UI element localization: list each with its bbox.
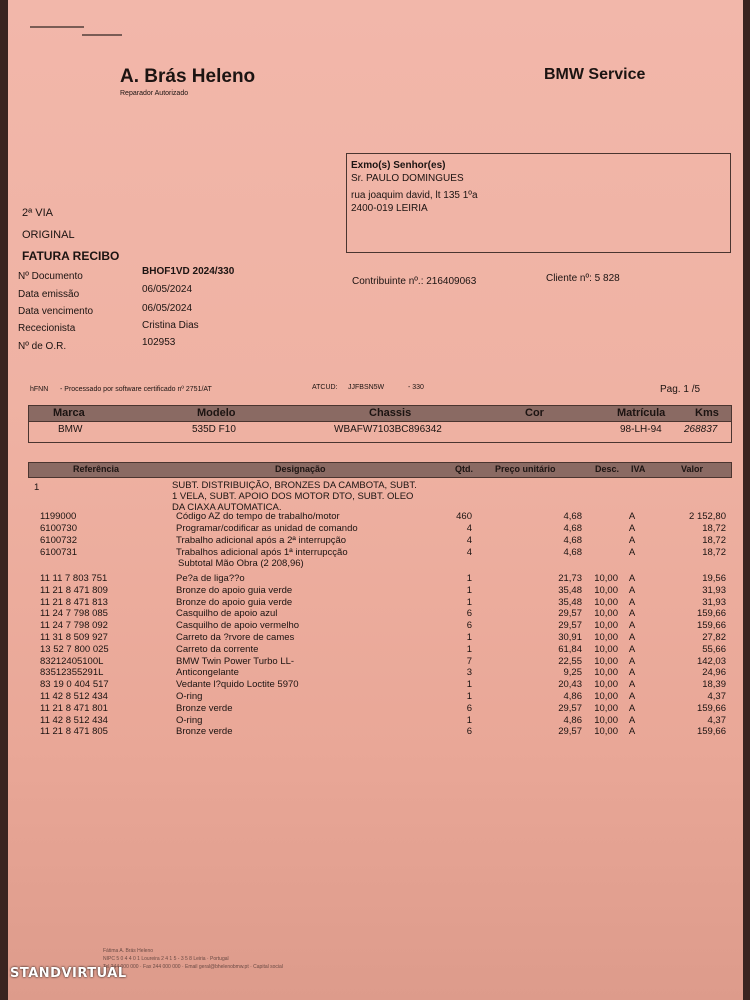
item-quantity: 3 <box>466 667 472 679</box>
item-iva: A <box>628 702 636 714</box>
item-description: Bronze verde <box>176 726 233 738</box>
item-iva: A <box>628 691 636 702</box>
item-iva: A <box>628 584 636 596</box>
item-quantity: 1 <box>466 584 472 596</box>
section-desc-line3: DA CIAXA AUTOMATICA. <box>172 502 282 513</box>
item-ref: 6100732 <box>40 535 77 546</box>
issue-date-label: Data emissão <box>18 289 80 300</box>
section-number: 1 <box>34 482 40 493</box>
items-header <box>28 462 732 478</box>
item-discount: 10,00 <box>594 679 618 691</box>
vehicle-modelo: 535D F10 <box>192 424 236 435</box>
item-ref: 6100730 <box>40 523 77 534</box>
item-description: O-ring <box>176 691 203 702</box>
issue-date-value: 06/05/2024 <box>142 284 193 295</box>
item-iva: A <box>628 667 636 679</box>
item-unit-price: 30,91 <box>558 632 582 643</box>
items-header-desc: Designação <box>275 464 326 474</box>
item-unit-price: 20,43 <box>558 679 582 691</box>
recipient-name: Sr. PAULO DOMINGUES <box>351 173 464 184</box>
item-description: Anticongelante <box>176 667 239 679</box>
section-desc-line1: SUBT. DISTRIBUIÇÃO, BRONZES DA CAMBOTA, SUBT. <box>172 480 417 491</box>
item-value: 18,72 <box>702 523 726 534</box>
item-ref: 83 19 0 404 517 <box>40 679 109 691</box>
vehicle-header-cor: Cor <box>525 407 544 419</box>
doc-original: ORIGINAL <box>22 229 75 241</box>
item-unit-price: 4,68 <box>563 511 582 522</box>
items-header-price: Preço unitário <box>495 464 556 474</box>
item-ref: 11 21 8 471 801 <box>40 702 108 714</box>
item-value: 18,72 <box>702 547 726 558</box>
item-description: Bronze do apoio guia verde <box>176 584 293 596</box>
vehicle-kms: 268837 <box>684 424 718 435</box>
item-quantity: 6 <box>466 620 472 632</box>
item-unit-price: 9,25 <box>563 667 582 679</box>
item-iva: A <box>628 535 636 546</box>
recipient-city: 2400-019 LEIRIA <box>351 203 428 214</box>
item-unit-price: 29,57 <box>558 608 582 620</box>
item-unit-price: 4,68 <box>563 547 582 558</box>
item-value: 159,66 <box>696 608 726 620</box>
item-discount: 10,00 <box>594 573 618 584</box>
software-certification: - Processado por software certificado nº 2751/AT <box>60 386 212 393</box>
item-description: Carreto da corrente <box>176 643 259 655</box>
items-header-qty: Qtd. <box>455 464 473 474</box>
item-value: 31,93 <box>702 584 726 596</box>
vehicle-header-kms: Kms <box>695 407 719 419</box>
item-unit-price: 29,57 <box>558 702 582 714</box>
items-header-iva: IVA <box>631 464 646 474</box>
item-unit-price: 35,48 <box>558 584 582 596</box>
item-value: 31,93 <box>702 596 726 608</box>
item-iva: A <box>628 655 636 667</box>
vehicle-header-matricula: Matrícula <box>617 407 666 419</box>
standvirtual-watermark: STANDVIRTUAL <box>10 966 127 981</box>
item-ref: 11 24 7 798 092 <box>40 620 108 632</box>
item-description: Casquilho de apoio azul <box>176 608 278 620</box>
item-iva: A <box>628 726 636 738</box>
receptionist-value: Cristina Dias <box>142 320 199 331</box>
item-quantity: 6 <box>466 726 472 738</box>
due-date-value: 06/05/2024 <box>142 303 193 314</box>
footer-line: Tel 244 000 000 · Fax 244 000 000 · Email geral@bhelenobmw.pt · Capital social <box>103 964 283 970</box>
item-quantity: 1 <box>466 679 472 691</box>
item-unit-price: 4,86 <box>563 714 582 726</box>
item-discount: 10,00 <box>594 702 618 714</box>
item-iva: A <box>628 573 636 584</box>
item-value: 159,66 <box>696 620 726 632</box>
item-discount: 10,00 <box>594 714 618 726</box>
item-unit-price: 4,86 <box>563 691 582 702</box>
item-ref: 11 21 8 471 805 <box>40 726 108 738</box>
client-number: Cliente nº: 5 828 <box>546 273 620 284</box>
vehicle-marca: BMW <box>58 424 83 435</box>
item-iva: A <box>628 523 636 534</box>
item-value: 4,37 <box>707 714 726 726</box>
item-ref: 6100731 <box>40 547 77 558</box>
item-value: 159,66 <box>696 726 726 738</box>
doc-copy: 2ª VIA <box>22 207 53 219</box>
item-iva: A <box>628 511 636 522</box>
item-ref: 11 31 8 509 927 <box>40 632 108 643</box>
items-header-discount: Desc. <box>595 464 620 474</box>
brand-name: BMW Service <box>544 66 646 83</box>
item-value: 18,39 <box>702 679 726 691</box>
item-iva: A <box>628 608 636 620</box>
item-unit-price: 22,55 <box>558 655 582 667</box>
doc-title: FATURA RECIBO <box>22 249 120 263</box>
item-description: Bronze do apoio guia verde <box>176 596 293 608</box>
recipient-street: rua joaquim david, lt 135 1ºa <box>351 190 478 201</box>
item-ref: 83512355291L <box>40 667 104 679</box>
taxpayer-number: Contribuinte nº.: 216409063 <box>352 276 477 287</box>
item-ref: 11 21 8 471 809 <box>40 584 108 596</box>
item-iva: A <box>628 632 636 643</box>
item-description: Trabalhos adicional após 1ª interrupcção <box>176 547 348 558</box>
section-desc-line2: 1 VELA, SUBT. APOIO DOS MOTOR DTO, SUBT. OLEO <box>172 491 414 502</box>
top-mark <box>30 26 84 28</box>
item-description: Casquilho de apoio vermelho <box>176 620 300 632</box>
doc-number-label: Nº Documento <box>18 271 83 282</box>
item-description: BMW Twin Power Turbo LL- <box>176 655 295 667</box>
company-name: A. Brás Heleno <box>120 66 256 87</box>
items-header-value: Valor <box>681 464 704 474</box>
top-mark <box>82 34 122 36</box>
footer-line: Fátima A. Brás Heleno <box>103 948 154 954</box>
item-ref: 13 52 7 800 025 <box>40 643 109 655</box>
page-number: Pag. 1 /5 <box>660 384 701 395</box>
item-description: Programar/codificar as unidad de comando <box>176 523 358 534</box>
item-iva: A <box>628 643 636 655</box>
item-discount: 10,00 <box>594 632 618 643</box>
item-value: 2 152,80 <box>689 511 726 522</box>
item-quantity: 1 <box>466 691 472 702</box>
item-iva: A <box>628 620 636 632</box>
vehicle-matricula: 98-LH-94 <box>620 424 662 435</box>
item-ref: 11 21 8 471 813 <box>40 596 108 608</box>
item-value: 4,37 <box>707 691 726 702</box>
footer-line: NIPC 5 0 4 4 0 1 Loureira 2 4 1 5 - 3 5 8 Leiria · Portugal <box>103 956 229 962</box>
item-value: 18,72 <box>702 535 726 546</box>
item-unit-price: 21,73 <box>558 573 582 584</box>
item-iva: A <box>628 679 636 691</box>
item-description: Carreto da ?rvore de cames <box>176 632 295 643</box>
atcud-label: ATCUD: <box>312 384 338 391</box>
items-header-ref: Referência <box>73 464 120 474</box>
item-description: Código AZ do tempo de trabalho/motor <box>176 511 340 522</box>
item-value: 159,66 <box>696 702 726 714</box>
item-description: O-ring <box>176 714 203 726</box>
item-description: Vedante l?quido Loctite 5970 <box>176 679 299 691</box>
item-discount: 10,00 <box>594 643 618 655</box>
or-label: Nº de O.R. <box>18 341 67 352</box>
item-ref: 83212405100L <box>40 655 104 667</box>
item-ref: 11 42 8 512 434 <box>40 714 108 726</box>
company-subtitle: Reparador Autorizado <box>120 90 189 97</box>
receptionist-label: Rececionista <box>18 323 76 334</box>
item-discount: 10,00 <box>594 655 618 667</box>
item-quantity: 4 <box>466 535 472 546</box>
item-discount: 10,00 <box>594 584 618 596</box>
item-quantity: 1 <box>466 714 472 726</box>
item-discount: 10,00 <box>594 596 618 608</box>
vehicle-header-modelo: Modelo <box>197 407 236 419</box>
item-value: 19,56 <box>702 573 726 584</box>
recipient-title: Exmo(s) Senhor(es) <box>351 160 446 171</box>
item-description: Pe?a de liga??o <box>176 573 245 584</box>
item-quantity: 4 <box>466 523 472 534</box>
item-quantity: 6 <box>466 608 472 620</box>
item-value: 55,66 <box>702 643 726 655</box>
item-iva: A <box>628 596 636 608</box>
item-unit-price: 29,57 <box>558 620 582 632</box>
item-unit-price: 61,84 <box>558 643 582 655</box>
item-value: 24,96 <box>702 667 726 679</box>
or-value: 102953 <box>142 337 176 348</box>
invoice-page <box>8 0 743 1000</box>
item-description: Trabalho adicional após a 2ª interrupção <box>176 535 347 546</box>
item-value: 27,82 <box>702 632 726 643</box>
item-discount: 10,00 <box>594 608 618 620</box>
item-unit-price: 35,48 <box>558 596 582 608</box>
item-quantity: 7 <box>466 655 472 667</box>
atcud-value: JJFBSN5W <box>348 384 385 391</box>
item-quantity: 1 <box>466 596 472 608</box>
item-unit-price: 4,68 <box>563 535 582 546</box>
due-date-label: Data vencimento <box>18 306 94 317</box>
item-ref: 11 11 7 803 751 <box>40 573 108 584</box>
labour-subtotal: Subtotal Mão Obra (2 208,96) <box>178 558 304 569</box>
item-unit-price: 29,57 <box>558 726 582 738</box>
vehicle-header <box>28 405 732 422</box>
item-iva: A <box>628 547 636 558</box>
vehicle-header-chassis: Chassis <box>369 407 412 419</box>
vehicle-header-marca: Marca <box>53 407 85 419</box>
vehicle-chassis: WBAFW7103BC896342 <box>334 424 442 435</box>
item-ref: 11 24 7 798 085 <box>40 608 108 620</box>
item-discount: 10,00 <box>594 726 618 738</box>
item-description: Bronze verde <box>176 702 233 714</box>
item-quantity: 6 <box>466 702 472 714</box>
item-quantity: 1 <box>466 632 472 643</box>
item-quantity: 1 <box>466 643 472 655</box>
atcud-number: - 330 <box>408 384 424 391</box>
doc-number-value: BHOF1VD 2024/330 <box>142 266 235 277</box>
item-ref: 11 42 8 512 434 <box>40 691 108 702</box>
item-unit-price: 4,68 <box>563 523 582 534</box>
item-ref: 1199000 <box>40 511 77 522</box>
item-quantity: 4 <box>466 547 472 558</box>
item-discount: 10,00 <box>594 620 618 632</box>
item-quantity: 460 <box>456 511 472 522</box>
recipient-box <box>346 153 731 253</box>
item-discount: 10,00 <box>594 691 618 702</box>
item-discount: 10,00 <box>594 667 618 679</box>
item-value: 142,03 <box>696 655 726 667</box>
item-quantity: 1 <box>466 573 472 584</box>
item-iva: A <box>628 714 636 726</box>
hash-code: hFNN <box>30 386 49 393</box>
